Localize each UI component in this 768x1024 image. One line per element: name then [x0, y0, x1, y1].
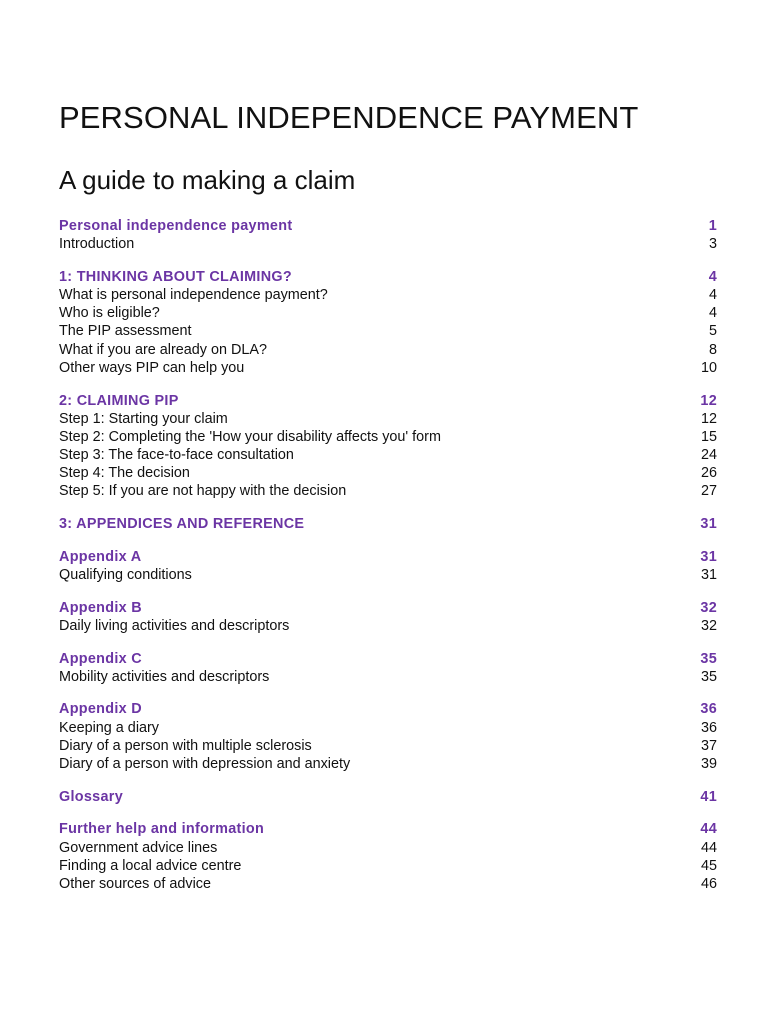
toc-heading-label: Appendix C [59, 650, 142, 667]
toc-entry[interactable] [59, 235, 717, 253]
toc-entry-page-number: 39 [700, 756, 717, 772]
toc-entry-page-number: 24 [700, 447, 717, 464]
toc-entry-label: Other ways PIP can help you [59, 359, 245, 376]
toc-entry-page-number: 15 [700, 428, 717, 445]
document-subtitle: A guide to making a claim [59, 165, 356, 195]
toc-heading-page-number: 4 [708, 268, 717, 285]
toc-section [59, 700, 717, 773]
toc-entry[interactable] [59, 875, 717, 893]
toc-entry[interactable] [59, 719, 717, 737]
toc-entry-page-number: 45 [700, 857, 717, 874]
toc-heading-label: Glossary [59, 788, 123, 805]
toc-entry[interactable] [59, 566, 717, 584]
toc-heading-page-number: 32 [700, 599, 717, 616]
toc-entry[interactable] [59, 304, 717, 322]
toc-heading-page-number: 31 [700, 548, 717, 565]
toc-entry-label: Daily living activities and descriptors [59, 617, 290, 634]
toc-heading-page-number: 41 [700, 788, 717, 805]
toc-heading-page-number: 1 [708, 218, 717, 234]
toc-entry-page-number: 37 [700, 737, 717, 754]
toc-heading-page-number: 31 [700, 516, 717, 533]
toc-entry[interactable] [59, 668, 717, 686]
toc-entry-label: Mobility activities and descriptors [59, 668, 270, 685]
toc-entry-label: The PIP assessment [59, 323, 192, 340]
toc-entry[interactable] [59, 286, 717, 304]
toc-entry-label: Who is eligible? [59, 305, 160, 322]
toc-entry-label: Diary of a person with depression and anxiety [59, 756, 351, 772]
toc-heading-label: 2: CLAIMING PIP [59, 392, 179, 409]
toc-section [59, 392, 717, 501]
toc-section-heading[interactable] [59, 700, 717, 718]
toc-heading-label: Appendix A [59, 548, 142, 565]
toc-entry-label: Step 1: Starting your claim [59, 410, 228, 427]
toc-entry[interactable] [59, 755, 717, 773]
toc-entry-page-number: 46 [700, 875, 717, 892]
toc-entry[interactable] [59, 446, 717, 464]
toc-entry-label: Step 5: If you are not happy with the decision [59, 483, 347, 500]
toc-section-heading[interactable] [59, 217, 717, 235]
toc-entry-page-number: 10 [700, 359, 717, 376]
toc-section-heading[interactable] [59, 820, 717, 838]
toc-entry-page-number: 4 [708, 305, 717, 322]
toc-heading-label: Appendix B [59, 599, 142, 616]
toc-heading-label: 3: APPENDICES AND REFERENCE [59, 516, 305, 533]
toc-entry-label: What is personal independence payment? [59, 287, 328, 304]
toc-entry-page-number: 32 [700, 617, 717, 634]
toc-entry-page-number: 4 [708, 287, 717, 304]
toc-entry-label: Step 3: The face-to-face consultation [59, 447, 294, 464]
toc-entry-page-number: 8 [708, 341, 717, 358]
toc-entry-label: Diary of a person with multiple sclerosis [59, 737, 312, 754]
toc-section-heading[interactable] [59, 788, 717, 806]
toc-entry[interactable] [59, 737, 717, 755]
toc-entry[interactable] [59, 482, 717, 500]
toc-entry[interactable] [59, 322, 717, 340]
toc-heading-label: Personal independence payment [59, 218, 293, 234]
toc-entry[interactable] [59, 464, 717, 482]
toc-entry-label: Qualifying conditions [59, 567, 192, 583]
toc-heading-label: Appendix D [59, 701, 142, 718]
toc-entry-label: Introduction [59, 236, 135, 253]
toc-entry[interactable] [59, 617, 717, 635]
toc-section [59, 217, 717, 253]
toc-section [59, 788, 717, 806]
toc-entry-page-number: 27 [700, 483, 717, 500]
toc-heading-label: 1: THINKING ABOUT CLAIMING? [59, 268, 293, 285]
toc-entry-page-number: 26 [700, 465, 717, 482]
toc-heading-label: Further help and information [59, 821, 265, 838]
toc-section [59, 515, 717, 533]
toc-section-heading[interactable] [59, 392, 717, 410]
toc-section [59, 599, 717, 635]
toc-entry-label: Step 4: The decision [59, 465, 190, 482]
toc-section [59, 650, 717, 686]
toc-entry-page-number: 36 [700, 719, 717, 736]
toc-section [59, 548, 717, 584]
document-title: PERSONAL INDEPENDENCE PAYMENT [59, 100, 639, 135]
toc-heading-page-number: 36 [700, 701, 717, 718]
toc-entry-label: Government advice lines [59, 839, 218, 856]
toc-entry-page-number: 31 [700, 567, 717, 583]
toc-section-heading[interactable] [59, 515, 717, 533]
toc-entry-label: Other sources of advice [59, 875, 211, 892]
toc-section-heading[interactable] [59, 599, 717, 617]
toc-entry-page-number: 35 [700, 668, 717, 685]
toc-entry-page-number: 3 [708, 236, 717, 253]
toc-entry-label: Step 2: Completing the 'How your disability affects you' form [59, 428, 441, 445]
toc-entry-label: Keeping a diary [59, 719, 160, 736]
toc-entry[interactable] [59, 857, 717, 875]
toc-entry-page-number: 44 [700, 839, 717, 856]
toc-section-heading[interactable] [59, 268, 717, 286]
toc-entry[interactable] [59, 428, 717, 446]
toc-section [59, 820, 717, 893]
toc-entry[interactable] [59, 839, 717, 857]
toc-heading-page-number: 12 [700, 392, 717, 409]
toc-entry[interactable] [59, 410, 717, 428]
toc-section-heading[interactable] [59, 548, 717, 566]
toc-heading-page-number: 44 [700, 821, 717, 838]
toc-entry-label: Finding a local advice centre [59, 857, 242, 874]
toc-heading-page-number: 35 [700, 650, 717, 667]
toc-entry[interactable] [59, 359, 717, 377]
toc-entry[interactable] [59, 341, 717, 359]
table-of-contents [59, 217, 717, 908]
toc-entry-label: What if you are already on DLA? [59, 341, 267, 358]
toc-entry-page-number: 12 [700, 410, 717, 427]
toc-entry-page-number: 5 [708, 323, 717, 340]
toc-section-heading[interactable] [59, 650, 717, 668]
toc-section [59, 268, 717, 377]
